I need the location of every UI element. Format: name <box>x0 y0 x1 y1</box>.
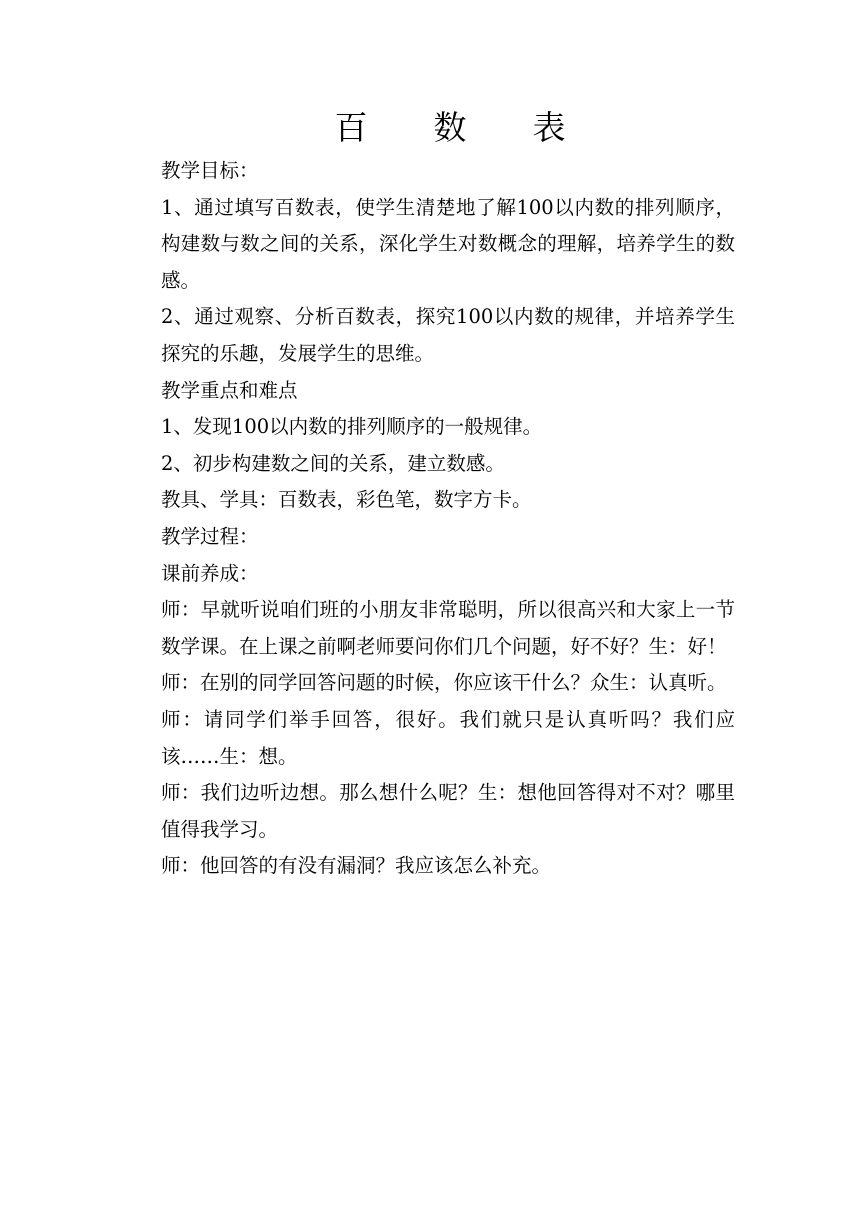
dialogue-paragraph-5: 师：他回答的有没有漏洞？我应该怎么补充。 <box>161 854 552 878</box>
section-heading-preclass: 课前养成： <box>161 561 259 585</box>
document-title: 百 数 表 <box>334 108 566 147</box>
objective-paragraph-1: 1、通过填写百数表，使学生清楚地了解100以内数的排列顺序，构建数与数之间的关系，深化学生对数概念的理解，培养学生的数感。 <box>161 195 735 292</box>
dialogue-paragraph-2: 师：在别的同学回答问题的时候，你应该干什么？众生：认真听。 <box>161 671 727 695</box>
section-heading-objectives: 教学目标： <box>161 159 259 182</box>
section-heading-key-points: 教学重点和难点 <box>161 378 298 402</box>
objective-paragraph-2: 2、通过观察、分析百数表，探究100以内数的规律，并培养学生探究的乐趣，发展学生的思维。 <box>161 305 735 365</box>
key-point-paragraph-1: 1、发现100以内数的排列顺序的一般规律。 <box>161 415 543 439</box>
dialogue-paragraph-4: 师：我们边听边想。那么想什么呢？生：想他回答得对不对？哪里值得我学习。 <box>161 781 735 841</box>
document-body <box>161 153 735 885</box>
section-heading-process: 教学过程： <box>161 524 259 548</box>
dialogue-paragraph-3: 师：请同学们举手回答，很好。我们就只是认真听吗？我们应该……生：想。 <box>161 707 735 768</box>
key-point-paragraph-2: 2、初步构建数之间的关系，建立数感。 <box>161 451 505 475</box>
teaching-aids-paragraph: 教具、学具：百数表，彩色笔，数字方卡。 <box>161 488 532 512</box>
dialogue-paragraph-1: 师：早就听说咱们班的小朋友非常聪明，所以很高兴和大家上一节数学课。在上课之前啊老师要问你们几个问题，好不好？生：好！ <box>161 598 735 658</box>
